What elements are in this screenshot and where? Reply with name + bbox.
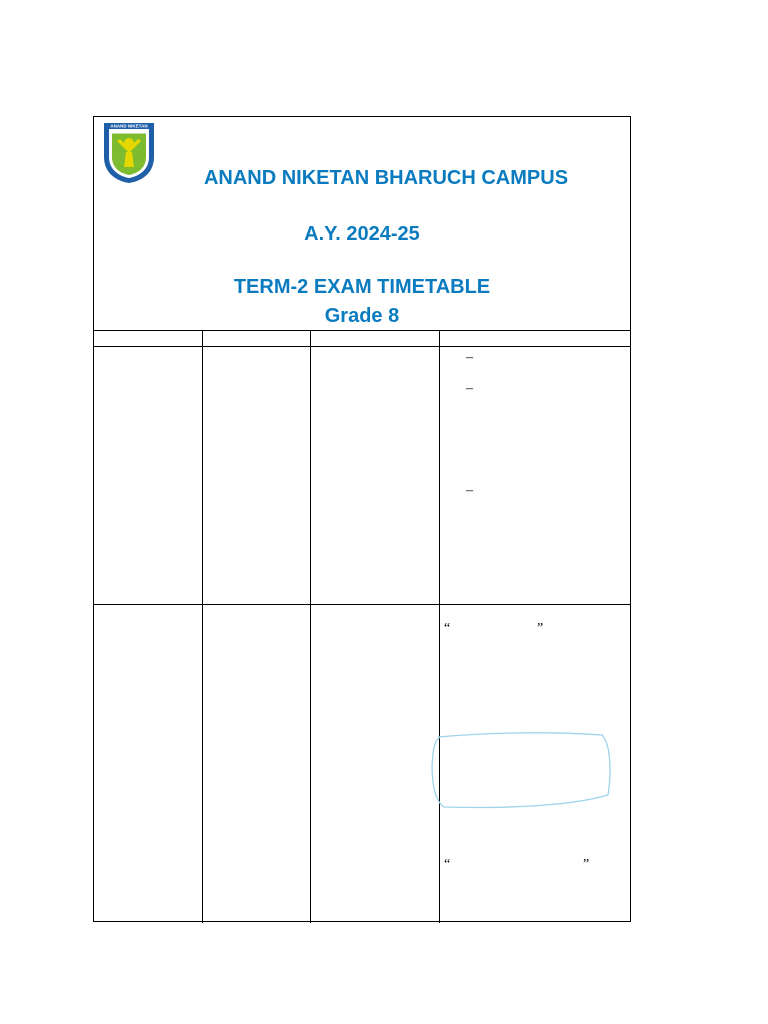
academic-year: A.Y. 2024-25	[304, 223, 420, 245]
table-header-row	[94, 330, 630, 347]
column-divider	[202, 330, 203, 923]
school-name: ANAND NIKETAN BHARUCH CAMPUS	[203, 167, 569, 189]
logo-text: ANAND NIKETAN	[110, 123, 148, 129]
timetable-page	[93, 116, 631, 922]
close-quote-mark: ”	[583, 857, 590, 872]
column-divider	[439, 330, 440, 923]
open-quote-mark: “	[444, 621, 451, 636]
close-quote-mark: ”	[537, 621, 544, 636]
hand-drawn-outline	[424, 729, 614, 813]
grade-label: Grade 8	[324, 305, 400, 327]
exam-title: TERM-2 EXAM TIMETABLE	[233, 276, 491, 298]
row-divider	[94, 604, 630, 605]
column-divider	[310, 330, 311, 923]
dash-mark: –	[466, 350, 473, 365]
dash-mark: –	[466, 381, 473, 396]
document-header	[94, 117, 630, 330]
open-quote-mark: “	[444, 857, 451, 872]
dash-mark: –	[466, 483, 473, 498]
